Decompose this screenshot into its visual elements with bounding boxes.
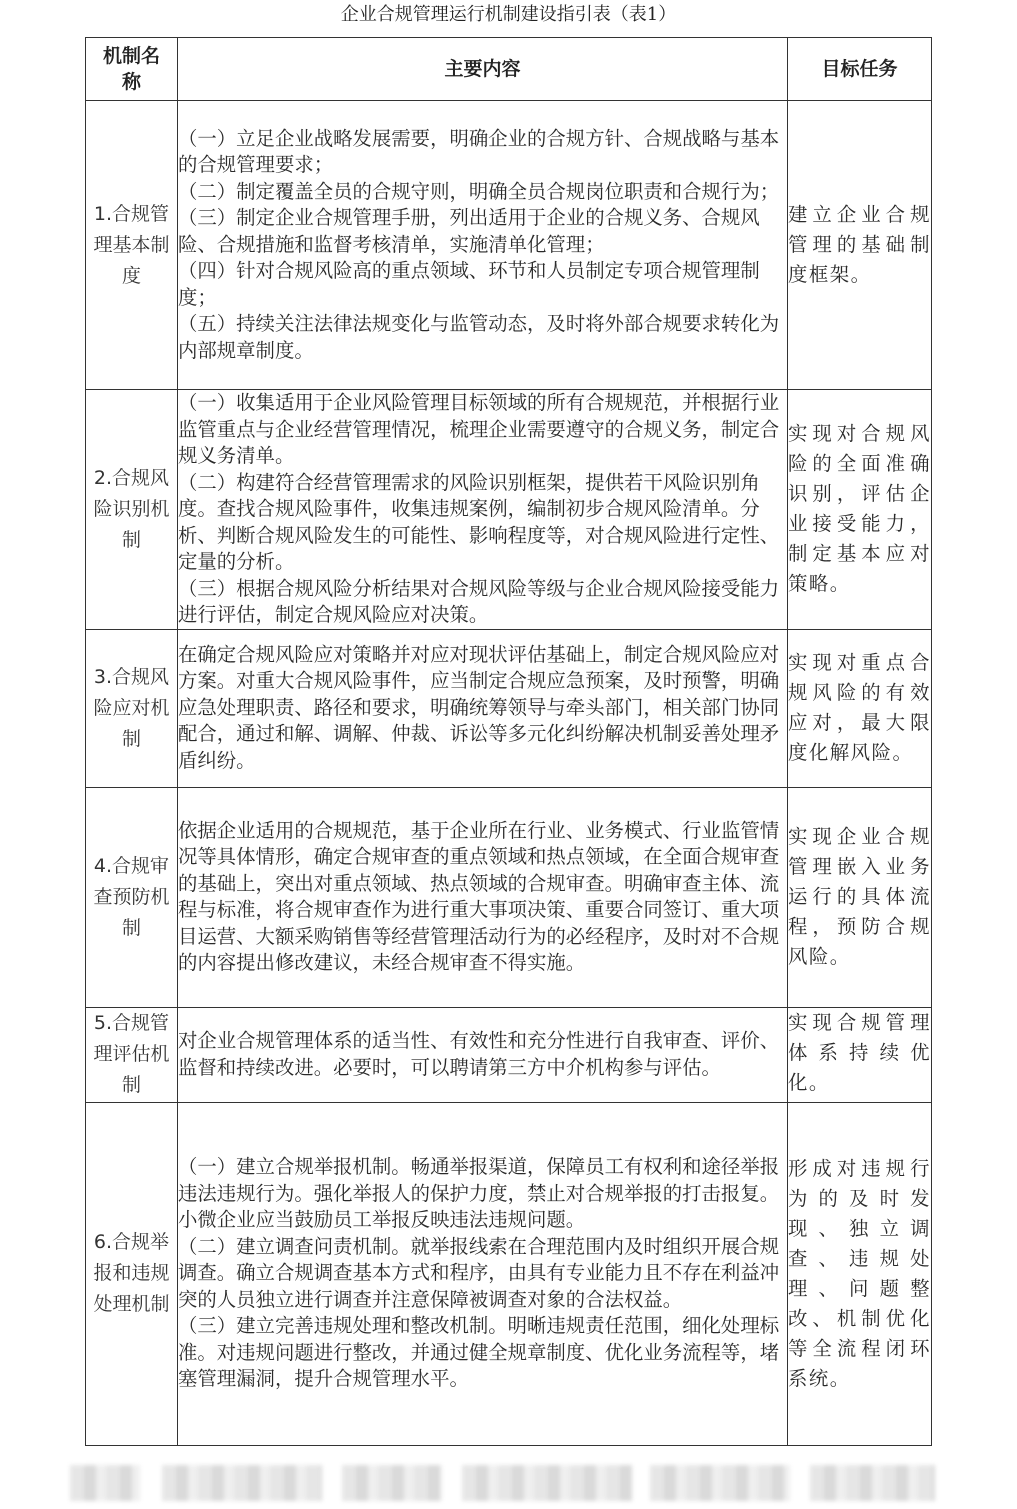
mechanism-content [178,787,788,1007]
mechanism-goal: 建立企业合规管理的基础制度框架。 [788,101,932,390]
blurred-block [810,1465,935,1501]
table-row [86,390,932,630]
table-row [86,1102,932,1445]
mechanism-name: 6.合规举报和违规处理机制 [86,1102,178,1445]
blurred-block [462,1465,632,1501]
mechanism-content [178,101,788,390]
content-paragraph: 对企业合规管理体系的适当性、有效性和充分性进行自我审查、评价、监督和持续改进。必要时，可以聘请第三方中介机构参与评估。 [178,1029,780,1079]
mechanism-goal: 实现对合规风险的全面准确识别，评估企业接受能力，制定基本应对策略。 [788,390,932,630]
mechanism-name: 4.合规审查预防机制 [86,787,178,1007]
page-title: 企业合规管理运行机制建设指引表（表1） [340,4,677,25]
content-paragraph: 依据企业适用的合规规范，基于企业所在行业、业务模式、行业监管情况等具体情形，确定合规审查的重点领域和热点领域，在全面合规审查的基础上，突出对重点领域、热点领域的合规审查。明确审查主体、流程与标准，将合规审查作为进行重大事项决策、重要合同签订、重大项目运营、大额采购销售等经营管理活动行为的必经程序，及时对不合规的内容提出修改建议，未经合规审查不得实施。 [178,818,780,974]
content-paragraph: （五）持续关注法律法规变化与监管动态，及时将外部合规要求转化为内部规章制度。 [178,312,780,362]
content-paragraph: （一）建立合规举报机制。畅通举报渠道，保障员工有权利和途径举报违法违规行为。强化举报人的保护力度，禁止对合规举报的打击报复。小微企业应当鼓励员工举报反映违法违规问题。 [178,1155,780,1232]
content-paragraph: （一）立足企业战略发展需要，明确企业的合规方针、合规战略与基本的合规管理要求； [178,126,780,177]
content-paragraph: （一）收集适用于企业风险管理目标领域的所有合规规范，并根据行业监管重点与企业经营管理情况，梳理企业需要遵守的合规义务，制定合规义务清单。 [178,391,780,467]
header-goal: 目标任务 [788,38,932,101]
header-name: 机制名称 [86,38,178,101]
mechanism-name: 3.合规风险应对机制 [86,629,178,787]
content-paragraph: （四）针对合规风险高的重点领域、环节和人员制定专项合规管理制度； [178,259,760,309]
content-paragraph: （二）构建符合经营管理需求的风险识别框架，提供若干风险识别角度。查找合规风险事件，收集违规案例，编制初步合规风险清单。分析、判断合规风险发生的可能性、影响程度等，对合规风险进行定性、定量的分析。 [178,470,780,573]
blurred-block [650,1465,790,1501]
table-row [86,101,932,390]
mechanism-name: 1.合规管理基本制度 [86,101,178,390]
mechanism-content [178,629,788,787]
mechanism-name: 5.合规管理评估机制 [86,1007,178,1102]
blurred-block [162,1465,322,1501]
guide-table [85,37,932,1446]
content-paragraph: （二）建立调查问责机制。就举报线索在合理范围内及时组织开展合规调查。确立合规调查基本方式和程序，由具有专业能力且不存在利益冲突的人员独立进行调查并注意保障被调查对象的合法权益。 [178,1234,780,1311]
table-header-row [86,38,932,101]
table-row [86,1007,932,1102]
mechanism-content [178,1007,788,1102]
content-paragraph: （二）制定覆盖全员的合规守则，明确全员合规岗位职责和合规行为； [178,179,780,203]
table-row [86,787,932,1007]
mechanism-content [178,390,788,630]
table-row [86,629,932,787]
content-paragraph: （三）制定企业合规管理手册，列出适用于企业的合规义务、合规风险、合规措施和监督考核清单，实施清单化管理； [178,206,760,256]
mechanism-goal: 实现合规管理体系持续优化。 [788,1007,932,1102]
content-paragraph: （三）根据合规风险分析结果对合规风险等级与企业合规风险接受能力进行评估，制定合规风险应对决策。 [178,576,780,626]
blurred-block [70,1465,140,1501]
mechanism-goal: 实现企业合规管理嵌入业务运行的具体流程，预防合规风险。 [788,787,932,1007]
header-content: 主要内容 [178,38,788,101]
mechanism-goal: 实现对重点合规风险的有效应对，最大限度化解风险。 [788,629,932,787]
mechanism-name: 2.合规风险识别机制 [86,390,178,630]
mechanism-content [178,1102,788,1445]
mechanism-goal: 形成对违规行为的及时发现、独立调查、违规处理、问题整改、机制优化等全流程闭环系统。 [788,1102,932,1445]
blurred-block [342,1465,442,1501]
content-paragraph: （三）建立完善违规处理和整改机制。明晰违规责任范围，细化处理标准。对违规问题进行整改，并通过健全规章制度、优化业务流程等，堵塞管理漏洞，提升合规管理水平。 [178,1314,780,1391]
content-paragraph: 在确定合规风险应对策略并对应对现状评估基础上，制定合规风险应对方案。对重大合规风险事件，应当制定合规应急预案，及时预警，明确应急处理职责、路径和要求，明确统筹领导与牵头部门，相关部门协同配合，通过和解、调解、仲裁、诉讼等多元化纠纷解决机制妥善处理矛盾纠纷。 [178,642,780,772]
blurred-footer [70,1465,950,1501]
